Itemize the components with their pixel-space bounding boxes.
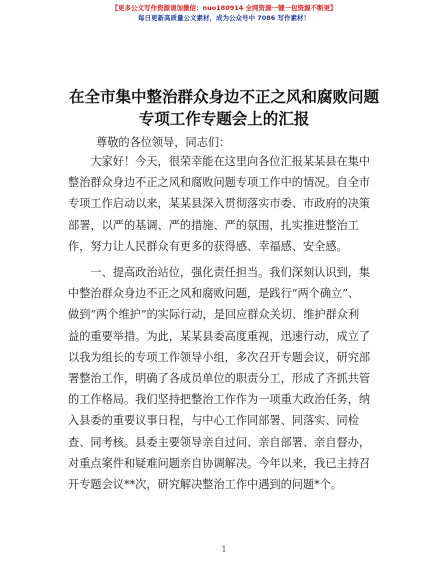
text-line: 署整治工作，明确了各成员单位的职责分工，形成了齐抓共管 bbox=[68, 371, 371, 385]
text-line: 做到“两个维护”的实际行动，是回应群众关切、维护群众利 bbox=[68, 308, 360, 322]
text-line: 益的重要举措。为此，某某县委高度重视，迅速行动，成立了 bbox=[68, 329, 371, 343]
text-line: 大家好！今天，很荣幸能在这里向各位汇报某某县在集中 bbox=[68, 155, 371, 168]
text-line: 一、提高政治站位，强化责任担当。我们深刻认识到，集 bbox=[68, 266, 371, 279]
text-line: 查、同考核。县委主要领导亲自过问、亲自部署、亲自督办， bbox=[68, 435, 371, 449]
text-line: 专项工作启动以来，某某县深入贯彻落实市委、市政府的决策 bbox=[68, 197, 371, 211]
document-title-line-2: 专项工作专题会上的汇报 bbox=[138, 109, 310, 128]
promo-banner-line-2: 每日更新高质量公文素材，成为公众号中 7086 写作素材！ bbox=[137, 14, 311, 22]
paragraph-intro bbox=[68, 151, 388, 257]
text-line: 中整治群众身边不正之风和腐败问题，是践行“两个确立”、 bbox=[68, 287, 360, 301]
text-line: 以我为组长的专项工作领导小组，多次召开专题会议，研究部 bbox=[68, 350, 371, 364]
document-title bbox=[0, 86, 448, 130]
promo-banner bbox=[0, 3, 448, 23]
text-line: 开专题会议**次，研究解决整治工作中遇到的问题*个。 bbox=[68, 477, 343, 491]
paragraph-section-one bbox=[68, 262, 388, 495]
text-line: 部署，以严的基调、严的措施、严的氛围，扎实推进整治工 bbox=[68, 218, 359, 232]
text-line: 的工作格局。我们坚持把整治工作作为一项重大政治任务，纳 bbox=[68, 393, 371, 407]
text-line: 整治群众身边不正之风和腐败问题专项工作中的情况。自全市 bbox=[68, 176, 371, 190]
document-title-line-1: 在全市集中整治群众身边不正之风和腐败问题 bbox=[68, 87, 379, 106]
page-number: 1 bbox=[221, 545, 227, 554]
promo-banner-line-1: 【更多公文写作资源请加微信：nuo180914 全网资源一键一包资源不断更】 bbox=[111, 4, 337, 12]
text-line: 作，努力让人民群众有更多的获得感、幸福感、安全感。 bbox=[68, 239, 348, 253]
salutation: 尊敬的各位领导，同志们： bbox=[96, 136, 231, 149]
text-line: 入县委的重要议事日程，与中心工作同部署、同落实、同检 bbox=[68, 414, 359, 428]
text-line: 对重点案件和疑难问题亲自协调解决。今年以来，我已主持召 bbox=[68, 456, 371, 470]
